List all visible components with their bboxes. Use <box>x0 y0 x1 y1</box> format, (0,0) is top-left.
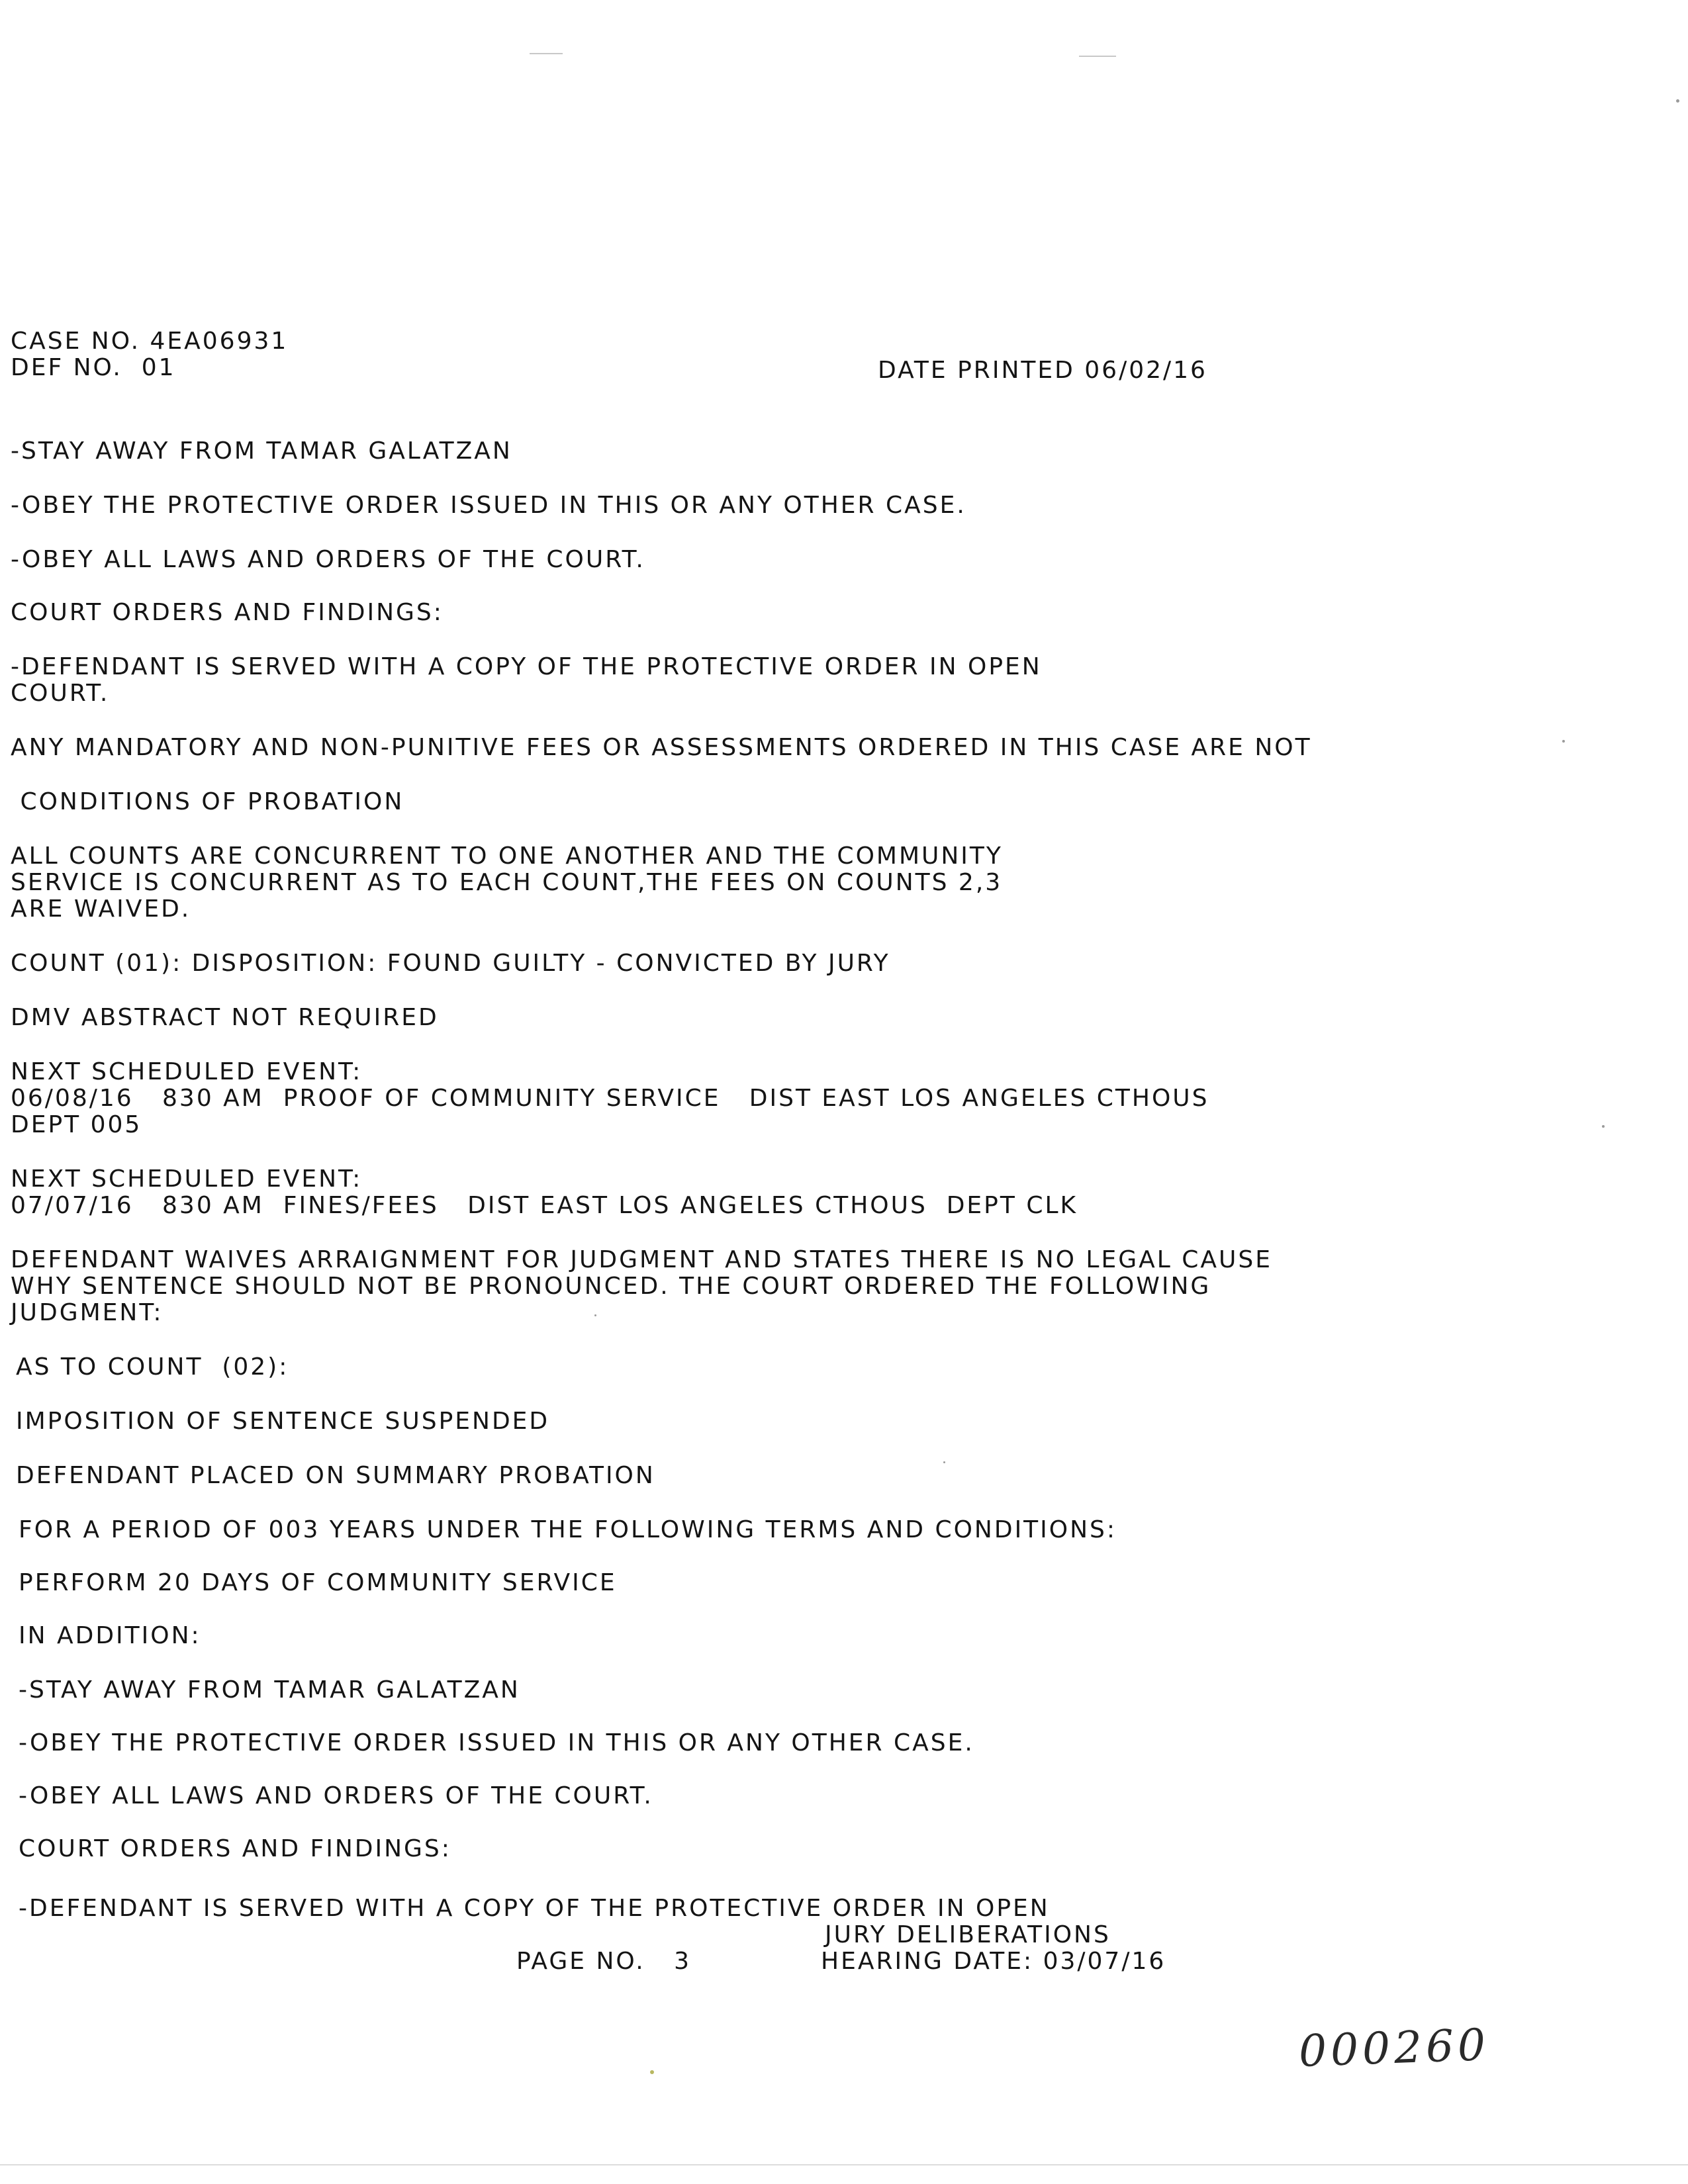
text-line: IN ADDITION: <box>19 1622 201 1649</box>
scan-speck <box>943 1461 945 1463</box>
text-line: -DEFENDANT IS SERVED WITH A COPY OF THE PROTECTIVE ORDER IN OPEN <box>11 653 1042 680</box>
text-line: ALL COUNTS ARE CONCURRENT TO ONE ANOTHER AND THE COMMUNITY <box>11 842 1003 870</box>
scan-speck <box>594 1314 596 1316</box>
bates-stamp: 000260 <box>1297 2019 1491 2077</box>
footer-jury-deliberations: JURY DELIBERATIONS <box>825 1921 1111 1948</box>
text-line: WHY SENTENCE SHOULD NOT BE PRONOUNCED. THE COURT ORDERED THE FOLLOWING <box>11 1273 1211 1300</box>
text-line: JUDGMENT: <box>11 1299 164 1326</box>
text-line: NEXT SCHEDULED EVENT: <box>11 1165 363 1193</box>
text-line: 06/08/16 830 AM PROOF OF COMMUNITY SERVICE DIST EAST LOS ANGELES CTHOUS <box>11 1085 1209 1112</box>
text-line: SERVICE IS CONCURRENT AS TO EACH COUNT,THE FEES ON COUNTS 2,3 <box>11 869 1003 896</box>
text-line: NEXT SCHEDULED EVENT: <box>11 1058 363 1085</box>
text-line: 07/07/16 830 AM FINES/FEES DIST EAST LOS ANGELES CTHOUS DEPT CLK <box>11 1192 1078 1219</box>
footer-hearing-date: HEARING DATE: 03/07/16 <box>821 1948 1166 1975</box>
scan-speck <box>1562 740 1565 743</box>
text-line: -STAY AWAY FROM TAMAR GALATZAN <box>11 437 512 465</box>
text-line: DEFENDANT WAIVES ARRAIGNMENT FOR JUDGMENT AND STATES THERE IS NO LEGAL CAUSE <box>11 1246 1272 1273</box>
section-heading: COURT ORDERS AND FINDINGS: <box>11 599 444 626</box>
text-line: -OBEY ALL LAWS AND ORDERS OF THE COURT. <box>19 1782 653 1809</box>
section-heading: COURT ORDERS AND FINDINGS: <box>19 1835 451 1862</box>
text-line: DEFENDANT PLACED ON SUMMARY PROBATION <box>16 1462 655 1489</box>
text-line: FOR A PERIOD OF 003 YEARS UNDER THE FOLLOWING TERMS AND CONDITIONS: <box>19 1516 1117 1543</box>
text-line: IMPOSITION OF SENTENCE SUSPENDED <box>16 1408 550 1435</box>
text-line: -OBEY ALL LAWS AND ORDERS OF THE COURT. <box>11 546 645 573</box>
scan-mark <box>0 2164 1688 2165</box>
scan-speck <box>650 2070 654 2074</box>
scan-mark <box>530 53 563 54</box>
text-line: -DEFENDANT IS SERVED WITH A COPY OF THE PROTECTIVE ORDER IN OPEN <box>19 1895 1050 1922</box>
text-line: PERFORM 20 DAYS OF COMMUNITY SERVICE <box>19 1569 617 1596</box>
text-line: ARE WAIVED. <box>11 895 191 923</box>
text-line: ANY MANDATORY AND NON-PUNITIVE FEES OR ASSESSMENTS ORDERED IN THIS CASE ARE NOT <box>11 734 1312 761</box>
text-line: -OBEY THE PROTECTIVE ORDER ISSUED IN THIS OR ANY OTHER CASE. <box>11 492 966 519</box>
text-line: DMV ABSTRACT NOT REQUIRED <box>11 1004 439 1031</box>
text-line: -STAY AWAY FROM TAMAR GALATZAN <box>19 1676 520 1704</box>
text-line: DEPT 005 <box>11 1111 142 1138</box>
footer-page-number: PAGE NO. 3 <box>516 1948 691 1975</box>
case-number: CASE NO. 4EA06931 <box>11 328 289 355</box>
text-line: AS TO COUNT (02): <box>16 1353 289 1381</box>
text-line: CONDITIONS OF PROBATION <box>11 788 404 815</box>
date-printed: DATE PRINTED 06/02/16 <box>878 357 1207 384</box>
scan-speck <box>1602 1125 1605 1128</box>
defendant-number: DEF NO. 01 <box>11 354 176 381</box>
text-line: -OBEY THE PROTECTIVE ORDER ISSUED IN THIS OR ANY OTHER CASE. <box>19 1729 974 1756</box>
scan-speck <box>1676 99 1679 103</box>
scan-mark <box>1079 56 1116 57</box>
text-line: COUNT (01): DISPOSITION: FOUND GUILTY - CONVICTED BY JURY <box>11 950 890 977</box>
text-line: COURT. <box>11 680 110 707</box>
